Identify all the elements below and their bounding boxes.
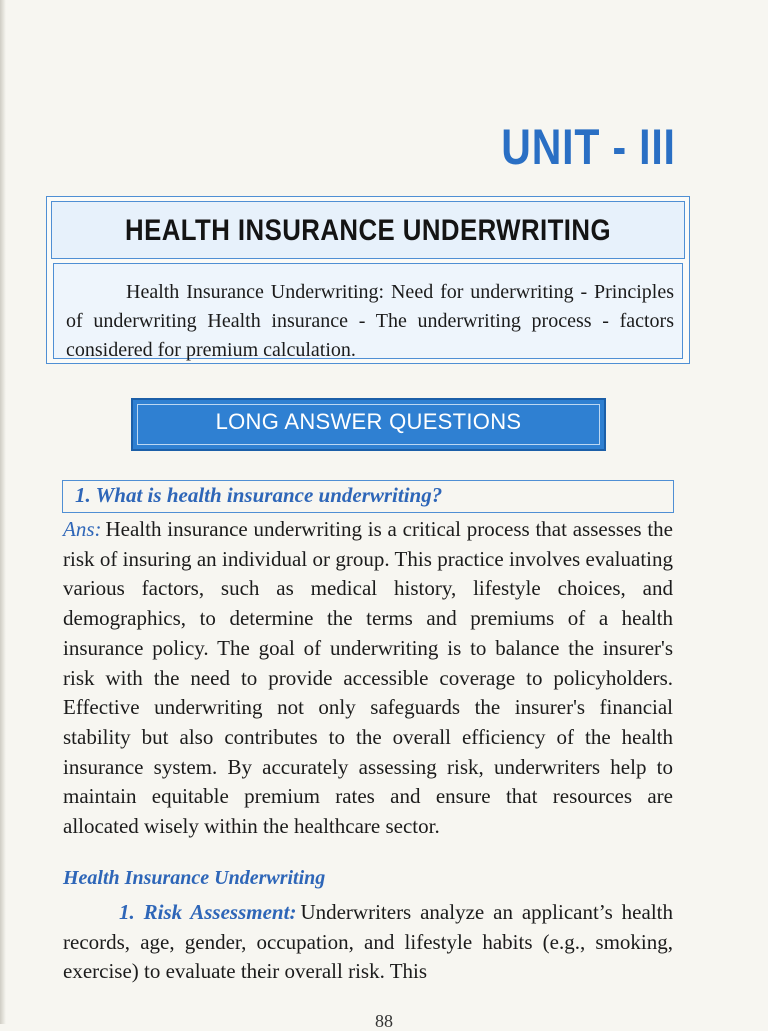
topic-description-panel bbox=[53, 263, 683, 359]
banner-label: LONG ANSWER QUESTIONS bbox=[215, 409, 522, 434]
answer-label: Ans: bbox=[63, 517, 102, 541]
topic-box bbox=[46, 196, 690, 364]
page-binding-edge bbox=[0, 0, 6, 1024]
risk-assessment-text: Underwriters analyze an applicant’s health records, age, gender, occupation, and lifestyle habits (e.g., smoking, exercise) to evaluate their overall risk. This bbox=[63, 900, 673, 984]
long-answer-banner bbox=[131, 398, 606, 451]
section-heading: Health Insurance Underwriting bbox=[63, 867, 326, 889]
unit-title: UNIT - III bbox=[501, 119, 676, 175]
answer-text: Health insurance underwriting is a critical process that assesses the risk of insuring an individual or group. This practice involves evaluating various factors, such as medical history, lifestyle choices, and demographics, to determine the terms and premiums of a health insurance policy. The goal of underwriting is to balance the insurer's risk with the need to provide accessible coverage to policyholders. Effective underwriting not only safeguards the insurer's financial stability but also contributes to the overall efficiency of the health insurance system. By accurately assessing risk, underwriters help to maintain equitable premium rates and ensure that resources are allocated wisely within the healthcare sector. bbox=[63, 517, 673, 839]
risk-assessment-paragraph bbox=[63, 898, 673, 987]
answer-paragraph bbox=[63, 515, 673, 842]
question-box bbox=[62, 480, 674, 513]
topic-header bbox=[51, 201, 685, 259]
risk-assessment-label: 1. Risk Assessment: bbox=[119, 900, 297, 924]
topic-heading: HEALTH INSURANCE UNDERWRITING bbox=[125, 214, 611, 247]
page-number: 88 bbox=[375, 1011, 393, 1031]
question-text: 1. What is health insurance underwriting? bbox=[75, 483, 443, 507]
topic-description: Health Insurance Underwriting: Need for underwriting - Principles of underwriting Health insurance - The underwriting process - factors considered for premium calculation. bbox=[66, 281, 674, 361]
